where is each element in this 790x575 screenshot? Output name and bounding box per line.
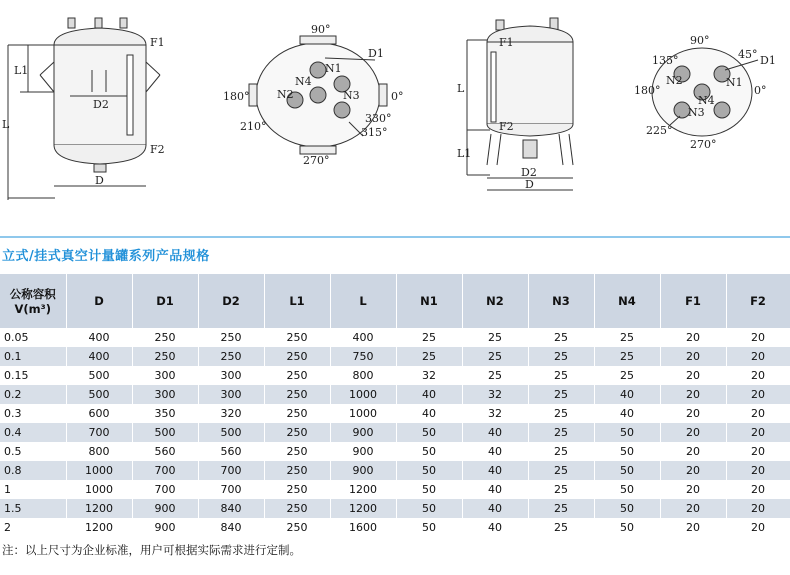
table-cell: 50	[594, 518, 660, 537]
table-row	[0, 518, 790, 537]
table-cell: 250	[264, 404, 330, 423]
table-cell: 840	[198, 518, 264, 537]
table-cell: 20	[660, 404, 726, 423]
table-cell: 700	[198, 480, 264, 499]
table-cell: 250	[198, 328, 264, 347]
table-cell: 1000	[66, 461, 132, 480]
fig1-label-f1: F1	[150, 36, 165, 49]
table-cell: 0.5	[0, 442, 66, 461]
table-cell: 20	[660, 480, 726, 499]
table-cell: 25	[528, 442, 594, 461]
fig4-label-135: 135°	[652, 54, 679, 67]
table-cell: 300	[198, 385, 264, 404]
table-cell: 20	[660, 347, 726, 366]
header-volume-line1: 公称容积	[9, 287, 56, 301]
table-cell: 25	[528, 404, 594, 423]
fig4-label-225: 225°	[646, 124, 673, 137]
table-cell: 25	[594, 366, 660, 385]
header-n4: N4	[594, 274, 660, 328]
table-cell: 1000	[330, 404, 396, 423]
header-volume-line2: V(m³)	[14, 302, 51, 316]
table-cell: 900	[330, 423, 396, 442]
table-cell: 250	[132, 347, 198, 366]
table-cell: 50	[396, 480, 462, 499]
table-cell: 900	[132, 518, 198, 537]
header-f2: F2	[726, 274, 790, 328]
fig2-label-n4: N4	[295, 75, 312, 88]
table-cell: 0.1	[0, 347, 66, 366]
table-cell: 250	[132, 328, 198, 347]
fig4-label-180: 180°	[634, 84, 661, 97]
header-d2: D2	[198, 274, 264, 328]
fig1-label-l: L	[2, 118, 10, 131]
footnote: 注：以上尺寸为企业标准，用户可根据实际需求进行定制。	[2, 543, 301, 557]
fig3-label-d2: D2	[521, 166, 537, 179]
fig2-label-330: 330°	[365, 112, 392, 125]
table-cell: 500	[66, 385, 132, 404]
table-cell: 0.8	[0, 461, 66, 480]
table-cell: 400	[330, 328, 396, 347]
fig2-label-n2: N2	[277, 88, 294, 101]
table-row	[0, 480, 790, 499]
table-cell: 32	[396, 366, 462, 385]
table-cell: 20	[660, 385, 726, 404]
table-cell: 1200	[330, 499, 396, 518]
table-cell: 400	[66, 328, 132, 347]
table-cell: 400	[66, 347, 132, 366]
table-cell: 50	[396, 518, 462, 537]
table-cell: 0.05	[0, 328, 66, 347]
table-cell: 20	[726, 499, 790, 518]
table-cell: 500	[198, 423, 264, 442]
table-cell: 840	[198, 499, 264, 518]
table-cell: 50	[396, 461, 462, 480]
table-cell: 50	[396, 499, 462, 518]
table-cell: 250	[264, 423, 330, 442]
fig3-label-d: D	[525, 178, 534, 191]
table-cell: 0.2	[0, 385, 66, 404]
table-cell: 600	[66, 404, 132, 423]
table-cell: 25	[528, 328, 594, 347]
table-cell: 40	[396, 385, 462, 404]
table-cell: 50	[396, 442, 462, 461]
table-cell: 20	[726, 404, 790, 423]
table-cell: 50	[594, 442, 660, 461]
table-cell: 20	[726, 442, 790, 461]
table-cell: 40	[462, 423, 528, 442]
table-cell: 300	[132, 366, 198, 385]
table-cell: 40	[594, 385, 660, 404]
fig2-label-0: 0°	[391, 90, 404, 103]
figure-standing-tank-side-view	[455, 0, 625, 210]
table-cell: 250	[264, 328, 330, 347]
fig2-label-180: 180°	[223, 90, 250, 103]
fig4-label-45: 45°	[738, 48, 758, 61]
table-cell: 20	[660, 366, 726, 385]
table-cell: 560	[132, 442, 198, 461]
table-cell: 700	[66, 423, 132, 442]
fig4-label-270: 270°	[690, 138, 717, 151]
table-row	[0, 461, 790, 480]
table-cell: 50	[594, 423, 660, 442]
header-n3: N3	[528, 274, 594, 328]
table-cell: 40	[462, 461, 528, 480]
table-cell: 250	[264, 366, 330, 385]
table-cell: 25	[462, 366, 528, 385]
table-cell: 560	[198, 442, 264, 461]
table-cell: 1200	[66, 518, 132, 537]
table-cell: 1000	[330, 385, 396, 404]
table-row	[0, 385, 790, 404]
table-row	[0, 366, 790, 385]
table-cell: 20	[660, 442, 726, 461]
table-cell: 20	[726, 461, 790, 480]
table-cell: 0.4	[0, 423, 66, 442]
table-cell: 1000	[66, 480, 132, 499]
table-cell: 32	[462, 385, 528, 404]
header-n1: N1	[396, 274, 462, 328]
table-cell: 20	[660, 518, 726, 537]
fig1-label-d2: D2	[93, 98, 109, 111]
table-cell: 2	[0, 518, 66, 537]
table-cell: 20	[726, 366, 790, 385]
fig4-label-0: 0°	[754, 84, 767, 97]
table-row	[0, 404, 790, 423]
fig3-label-l1: L1	[457, 147, 472, 160]
table-cell: 0.3	[0, 404, 66, 423]
table-cell: 25	[594, 328, 660, 347]
table-cell: 500	[66, 366, 132, 385]
table-cell: 25	[528, 366, 594, 385]
table-cell: 20	[726, 480, 790, 499]
table-cell: 700	[132, 480, 198, 499]
fig2-label-270: 270°	[303, 154, 330, 167]
fig2-label-315: 315°	[361, 126, 388, 139]
table-cell: 800	[66, 442, 132, 461]
fig4-label-n1: N1	[726, 76, 743, 89]
table-cell: 50	[594, 461, 660, 480]
table-cell: 0.15	[0, 366, 66, 385]
table-cell: 25	[528, 499, 594, 518]
table-cell: 32	[462, 404, 528, 423]
table-header-row	[0, 274, 790, 328]
figure-standing-tank-top-view	[630, 0, 790, 210]
section-divider	[0, 236, 790, 238]
header-volume	[0, 274, 66, 328]
table-row	[0, 423, 790, 442]
table-row	[0, 347, 790, 366]
table-row	[0, 328, 790, 347]
table-cell: 1600	[330, 518, 396, 537]
table-cell: 25	[528, 347, 594, 366]
table-cell: 40	[396, 404, 462, 423]
table-cell: 20	[726, 385, 790, 404]
table-cell: 750	[330, 347, 396, 366]
table-cell: 1200	[330, 480, 396, 499]
fig1-label-l1: L1	[14, 64, 29, 77]
table-row	[0, 499, 790, 518]
header-l1: L1	[264, 274, 330, 328]
fig4-label-90: 90°	[690, 34, 710, 47]
fig3-label-l: L	[457, 82, 465, 95]
table-cell: 50	[594, 480, 660, 499]
table-cell: 25	[528, 480, 594, 499]
table-cell: 250	[264, 347, 330, 366]
table-cell: 700	[198, 461, 264, 480]
table-cell: 50	[396, 423, 462, 442]
table-cell: 800	[330, 366, 396, 385]
spec-table	[0, 274, 790, 537]
table-cell: 900	[132, 499, 198, 518]
fig4-label-d1: D1	[760, 54, 776, 67]
fig2-label-d1: D1	[368, 47, 384, 60]
table-cell: 250	[264, 461, 330, 480]
header-d1: D1	[132, 274, 198, 328]
table-row	[0, 442, 790, 461]
table-cell: 40	[462, 499, 528, 518]
table-cell: 25	[396, 347, 462, 366]
table-cell: 25	[528, 461, 594, 480]
table-cell: 500	[132, 423, 198, 442]
header-l: L	[330, 274, 396, 328]
table-cell: 25	[528, 518, 594, 537]
table-body	[0, 328, 790, 537]
fig1-label-d: D	[95, 174, 104, 187]
table-cell: 25	[462, 347, 528, 366]
fig1-label-f2: F2	[150, 143, 165, 156]
table-cell: 25	[594, 347, 660, 366]
table-cell: 250	[264, 499, 330, 518]
table-cell: 20	[660, 499, 726, 518]
table-cell: 900	[330, 442, 396, 461]
table-cell: 25	[528, 423, 594, 442]
table-cell: 20	[726, 518, 790, 537]
table-cell: 900	[330, 461, 396, 480]
table-cell: 250	[264, 385, 330, 404]
fig3-label-f2: F2	[499, 120, 514, 133]
table-cell: 250	[264, 480, 330, 499]
table-cell: 25	[528, 385, 594, 404]
table-cell: 20	[660, 328, 726, 347]
header-f1: F1	[660, 274, 726, 328]
fig2-label-n1: N1	[325, 62, 342, 75]
table-cell: 20	[726, 347, 790, 366]
table-cell: 25	[462, 328, 528, 347]
table-cell: 1200	[66, 499, 132, 518]
table-cell: 40	[462, 518, 528, 537]
fig3-label-f1: F1	[499, 36, 514, 49]
table-cell: 300	[132, 385, 198, 404]
table-cell: 300	[198, 366, 264, 385]
table-cell: 20	[726, 423, 790, 442]
table-cell: 350	[132, 404, 198, 423]
table-cell: 320	[198, 404, 264, 423]
table-cell: 25	[396, 328, 462, 347]
fig4-label-n4: N4	[698, 94, 715, 107]
table-cell: 250	[198, 347, 264, 366]
table-cell: 40	[462, 442, 528, 461]
figure-hanging-tank-top-view	[215, 0, 425, 210]
table-cell: 250	[264, 518, 330, 537]
table-cell: 700	[132, 461, 198, 480]
table-cell: 50	[594, 499, 660, 518]
header-d: D	[66, 274, 132, 328]
technical-drawings	[0, 0, 790, 210]
table-cell: 20	[726, 328, 790, 347]
table-cell: 40	[594, 404, 660, 423]
fig4-label-n2: N2	[666, 74, 683, 87]
table-cell: 20	[660, 423, 726, 442]
fig2-label-n3: N3	[343, 89, 360, 102]
table-cell: 1	[0, 480, 66, 499]
section-title: 立式/挂式真空计量罐系列产品规格	[2, 249, 210, 264]
table-cell: 1.5	[0, 499, 66, 518]
fig4-label-n3: N3	[688, 106, 705, 119]
header-n2: N2	[462, 274, 528, 328]
table-cell: 20	[660, 461, 726, 480]
fig2-label-90: 90°	[311, 23, 331, 36]
fig2-label-210: 210°	[240, 120, 267, 133]
figure-hanging-tank-side-view	[0, 0, 200, 210]
table-cell: 250	[264, 442, 330, 461]
table-cell: 40	[462, 480, 528, 499]
